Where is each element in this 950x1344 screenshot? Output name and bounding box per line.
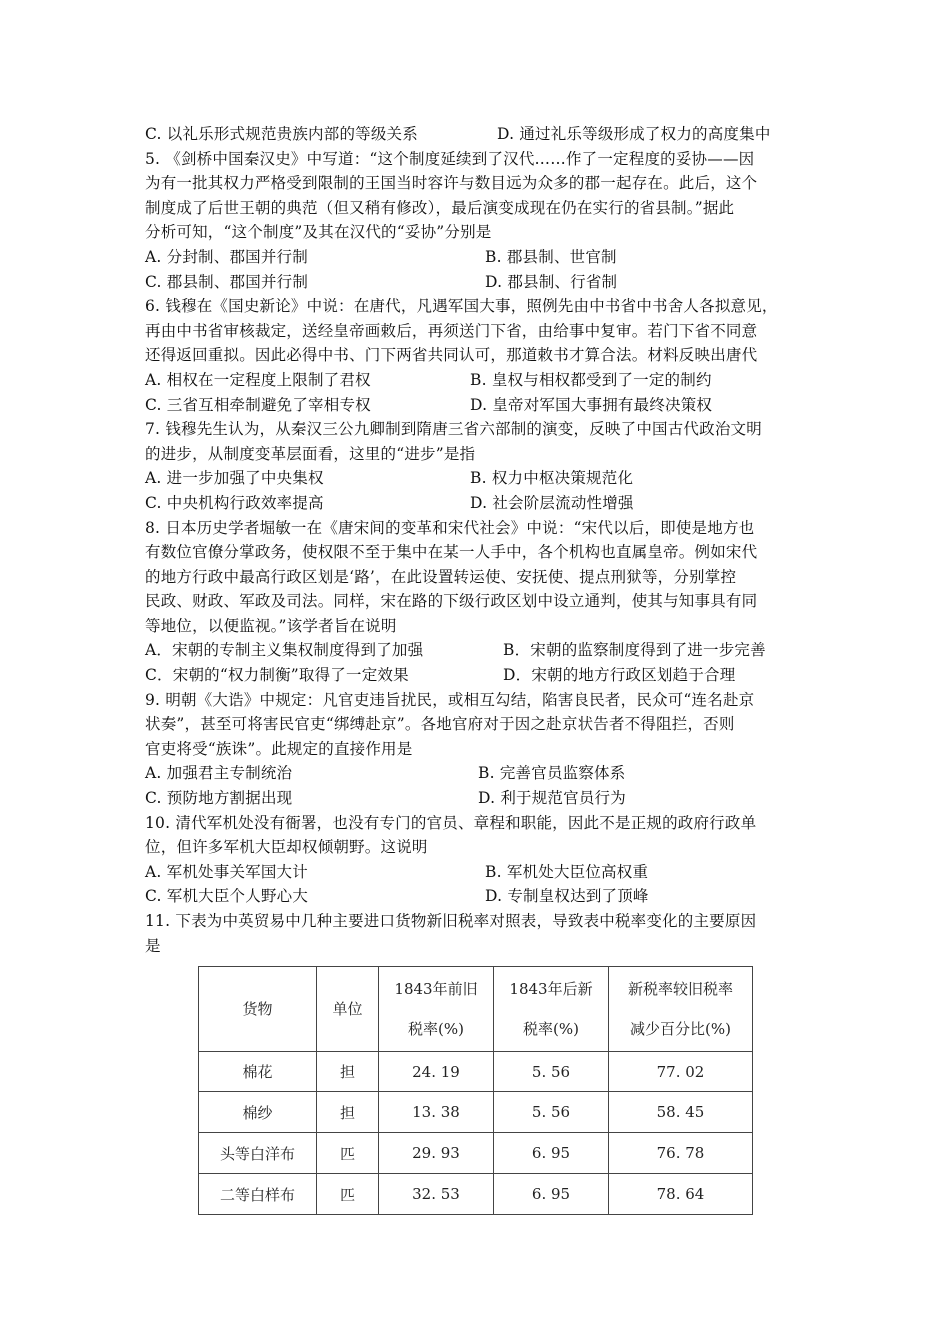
question-10 — [145, 811, 815, 909]
cell-goods: 头等白洋布 — [199, 1133, 317, 1174]
q8-option-c: C．宋朝的“权力制衡”取得了一定效果 — [145, 666, 409, 685]
header-unit: 单位 — [317, 967, 379, 1052]
question-7 — [145, 417, 815, 515]
q5-line-4: 分析可知，“这个制度”及其在汉代的“妥协”分别是 — [145, 223, 492, 242]
q5-line-2: 为有一批其权力严格受到限制的王国当时容许与数目远为众多的郡一起存在。此后，这个 — [145, 174, 758, 193]
cell-old-rate: 32. 53 — [379, 1174, 494, 1215]
question-9 — [145, 688, 815, 811]
q7-line-2: 的进步，从制度变革层面看，这里的“进步”是指 — [145, 444, 476, 463]
q8-line-4: 民政、财政、军政及司法。同样，宋在路的下级行政区划中设立通判，使其与知事具有同 — [145, 592, 758, 611]
q5-option-b: B. 郡县制、世官制 — [485, 247, 617, 266]
cell-old-rate: 29. 93 — [379, 1133, 494, 1174]
table-row — [199, 1092, 753, 1133]
q9-line-3: 官吏将受“族诛”。此规定的直接作用是 — [145, 739, 413, 758]
q8-line-3: 的地方行政中最高行政区划是‘路’，在此设置转运使、安抚使、提点刑狱等，分别掌控 — [145, 567, 737, 586]
q6-option-a: A. 相权在一定程度上限制了君权 — [145, 370, 371, 389]
header-reduction: 新税率较旧税率 减少百分比(%) — [609, 967, 753, 1052]
q7-line-1: 7. 钱穆先生认为，从秦汉三公九卿制到隋唐三省六部制的演变，反映了中国古代政治文明 — [145, 420, 762, 439]
q9-option-d: D. 利于规范官员行为 — [478, 789, 626, 808]
q7-option-a: A. 进一步加强了中央集权 — [145, 469, 324, 488]
q4-option-d: D. 通过礼乐等级形成了权力的高度集中 — [497, 125, 771, 143]
q8-option-b: B．宋朝的监察制度得到了进一步完善 — [503, 641, 766, 660]
q5-option-c: C. 郡县制、郡国并行制 — [145, 272, 309, 291]
question-11 — [145, 909, 815, 958]
header-new-rate: 1843年后新 税率(%) — [494, 967, 609, 1052]
q6-option-d: D. 皇帝对军国大事拥有最终决策权 — [470, 395, 713, 414]
q5-line-3: 制度成了后世王朝的典范（但又稍有修改），最后演变成现在仍在实行的省县制。”据此 — [145, 198, 735, 217]
q10-option-b: B. 军机处大臣位高权重 — [485, 862, 649, 881]
q9-option-c: C. 预防地方割据出现 — [145, 789, 293, 808]
cell-reduction: 58. 45 — [609, 1092, 753, 1133]
cell-reduction: 76. 78 — [609, 1133, 753, 1174]
q5-option-a: A. 分封制、郡国并行制 — [145, 247, 308, 266]
q5-line-1: 5. 《剑桥中国秦汉史》中写道：“这个制度延续到了汉代……作了一定程度的妥协——因 — [145, 149, 755, 168]
cell-reduction: 78. 64 — [609, 1174, 753, 1215]
header-old-rate: 1843年前旧 税率(%) — [379, 967, 494, 1052]
q6-line-3: 还得返回重拟。因此必得中书、门下两省共同认可，那道敕书才算合法。材料反映出唐代 — [145, 346, 758, 365]
table-header-row — [199, 967, 753, 1052]
q9-line-1: 9. 明朝《大诰》中规定：凡官吏违旨扰民，或相互勾结，陷害良民者，民众可“连名赴京 — [145, 690, 755, 709]
cell-old-rate: 24. 19 — [379, 1052, 494, 1092]
cell-goods: 二等白样布 — [199, 1174, 317, 1215]
q8-option-d: D．宋朝的地方行政区划趋于合理 — [503, 666, 736, 685]
cell-new-rate: 6. 95 — [494, 1174, 609, 1215]
question-6 — [145, 294, 815, 417]
cell-unit: 匹 — [317, 1174, 379, 1215]
table-row — [199, 1052, 753, 1092]
header-goods: 货物 — [199, 967, 317, 1052]
q9-option-b: B. 完善官员监察体系 — [478, 764, 626, 783]
cell-new-rate: 6. 95 — [494, 1133, 609, 1174]
q6-line-1: 6. 钱穆在《国史新论》中说：在唐代，凡遇军国大事，照例先由中书省中书舍人各拟意见， — [145, 297, 778, 316]
cell-unit: 担 — [317, 1092, 379, 1133]
q5-option-d: D. 郡县制、行省制 — [485, 272, 618, 291]
question-5 — [145, 147, 815, 295]
question-8 — [145, 516, 815, 688]
q6-line-2: 再由中书省审核裁定，送经皇帝画敕后，再须送门下省，由给事中复审。若门下省不同意 — [145, 321, 758, 340]
cell-unit: 担 — [317, 1052, 379, 1092]
q8-line-5: 等地位，以便监视。”该学者旨在说明 — [145, 616, 397, 635]
q6-option-c: C. 三省互相牵制避免了宰相专权 — [145, 395, 371, 414]
q10-line-2: 位，但许多军机大臣却权倾朝野。这说明 — [145, 838, 428, 857]
cell-goods: 棉花 — [199, 1052, 317, 1092]
q7-option-d: D. 社会阶层流动性增强 — [470, 493, 634, 512]
q10-option-c: C. 军机大臣个人野心大 — [145, 887, 309, 906]
q9-option-a: A. 加强君主专制统治 — [145, 764, 293, 783]
q10-option-a: A. 军机处事关军国大计 — [145, 862, 308, 881]
table-row — [199, 1174, 753, 1215]
q11-line-2: 是 — [145, 936, 161, 955]
cell-reduction: 77. 02 — [609, 1052, 753, 1092]
q8-option-a: A．宋朝的专制主义集权制度得到了加强 — [145, 641, 424, 660]
q4-option-c: C. 以礼乐形式规范贵族内部的等级关系 — [145, 125, 418, 143]
q10-option-d: D. 专制皇权达到了顶峰 — [485, 887, 649, 906]
q7-option-c: C. 中央机构行政效率提高 — [145, 493, 324, 512]
table-row — [199, 1133, 753, 1174]
q10-line-1: 10. 清代军机处没有衙署，也没有专门的官员、章程和职能，因此不是正规的政府行政单 — [145, 813, 757, 832]
cell-new-rate: 5. 56 — [494, 1092, 609, 1133]
q6-option-b: B. 皇权与相权都受到了一定的制约 — [470, 370, 712, 389]
cell-unit: 匹 — [317, 1133, 379, 1174]
q4-options-cd — [145, 122, 815, 147]
q8-line-1: 8. 日本历史学者堀敏一在《唐宋间的变革和宋代社会》中说：“宋代以后，即使是地方也 — [145, 518, 755, 537]
cell-old-rate: 13. 38 — [379, 1092, 494, 1133]
tariff-table — [198, 966, 753, 1215]
exam-page — [145, 122, 815, 958]
q11-line-1: 11. 下表为中英贸易中几种主要进口货物新旧税率对照表，导致表中税率变化的主要原因 — [145, 912, 757, 930]
q8-line-2: 有数位官僚分掌政务，使权限不至于集中在某一人手中，各个机构也直属皇帝。例如宋代 — [145, 543, 758, 562]
cell-new-rate: 5. 56 — [494, 1052, 609, 1092]
q9-line-2: 状奏”，甚至可将害民官吏“绑缚赴京”。各地官府对于因之赴京状告者不得阻拦，否则 — [145, 715, 735, 734]
q7-option-b: B. 权力中枢决策规范化 — [470, 469, 634, 488]
cell-goods: 棉纱 — [199, 1092, 317, 1133]
